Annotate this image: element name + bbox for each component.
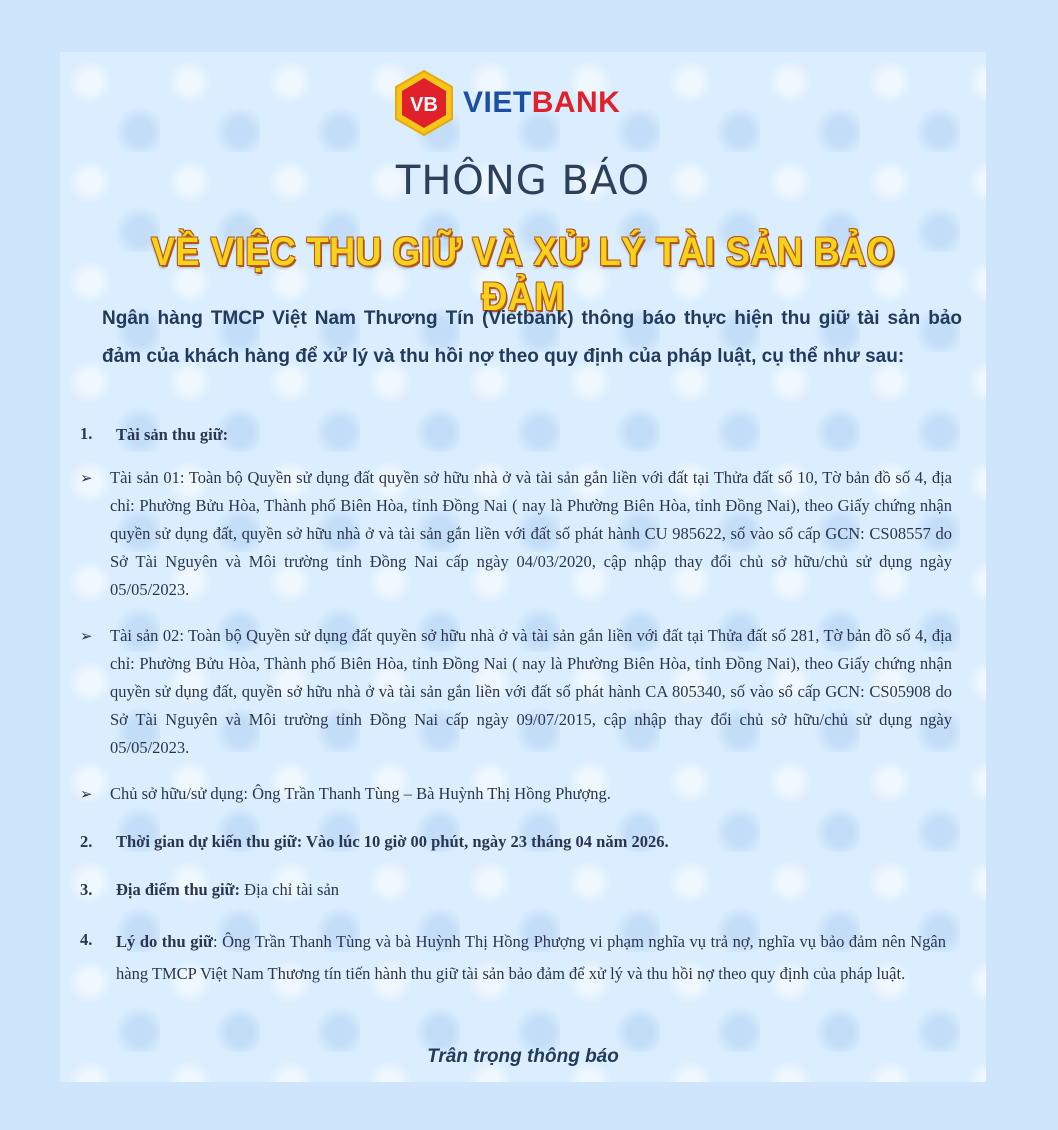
section-text: : Ông Trần Thanh Tùng và bà Huỳnh Thị Hồng Phượng vi phạm nghĩa vụ trả nợ, nghĩa vụ bảo đảm nên Ngân hàng TMCP Việt Nam Thương tín tiến hành thu giữ tài sản bảo đảm để xử lý và thu hồi nợ theo quy định của pháp luật.: [116, 932, 946, 983]
notice-title: THÔNG BÁO: [395, 158, 651, 204]
arrow-bullet-icon: ➢: [80, 469, 93, 487]
arrow-bullet-icon: ➢: [80, 785, 93, 803]
vietbank-hexagon-icon: [393, 69, 455, 137]
section-content: [116, 926, 946, 990]
closing-line: Trân trọng thông báo: [427, 1046, 619, 1067]
vietbank-logo: [393, 68, 620, 138]
section-heading: Thời gian dự kiến thu giữ: Vào lúc 10 giờ 00 phút, ngày 23 tháng 04 năm 2026.: [116, 832, 669, 851]
section-heading: Tài sản thu giữ:: [116, 425, 229, 444]
section-text: Địa chỉ tài sản: [240, 880, 340, 899]
section-number: 3.: [80, 880, 93, 899]
asset-text: Tài sản 02: Toàn bộ Quyền sử dụng đất quyền sở hữu nhà ở và tài sản gắn liền với đất tại Thửa đất số 281, Tờ bản đồ số 4, địa chỉ: Phường Bửu Hòa, Thành phố Biên Hòa, tỉnh Đồng Nai ( nay là Phường Biên Hòa, tỉnh Đồng Nai), theo Giấy chứng nhận quyền sử dụng đất, quyền sở hữu nhà ở và tài sản gắn liền với đất số phát hành CA 805340, số vào sổ cấp GCN: CS05908 do Sở Tài Nguyên và Môi trường tỉnh Đồng Nai cấp ngày 09/07/2015, cập nhập thay đổi chủ sở hữu/chủ sử dụng ngày 05/05/2023.: [110, 626, 952, 757]
svg-text:VB: VB: [410, 94, 438, 116]
notice-card: [60, 52, 986, 1082]
section-number: 2.: [80, 832, 93, 851]
section-number: 4.: [80, 930, 93, 949]
arrow-bullet-icon: ➢: [80, 627, 93, 645]
section-heading: Địa điểm thu giữ:: [116, 880, 241, 899]
logo-viet-text: VIET: [463, 86, 532, 119]
asset-text: Tài sản 01: Toàn bộ Quyền sử dụng đất quyền sở hữu nhà ở và tài sản gắn liền với đất tại Thửa đất số 10, Tờ bản đồ số 4, địa chỉ: Phường Bửu Hòa, Thành phố Biên Hòa, tỉnh Đồng Nai ( nay là Phường Biên Hòa, tỉnh Đồng Nai), theo Giấy chứng nhận quyền sử dụng đất, quyền sở hữu nhà ở và tài sản gắn liền với đất số phát hành CU 985622, số vào sổ cấp GCN: CS08557 do Sở Tài Nguyên và Môi trường tỉnh Đồng Nai cấp ngày 04/03/2020, cập nhập thay đổi chủ sở hữu/chủ sử dụng ngày 05/05/2023.: [110, 468, 952, 599]
section-content: [116, 876, 946, 904]
notice-subtitle: VỀ VIỆC THU GIỮ VÀ XỬ LÝ TÀI SẢN BẢO ĐẢM: [150, 230, 895, 319]
intro-paragraph: Ngân hàng TMCP Việt Nam Thương Tín (Vietbank) thông báo thực hiện thu giữ tài sản bảo đảm của khách hàng để xử lý và thu hồi nợ theo quy định của pháp luật, cụ thể như sau:: [102, 308, 962, 367]
logo-bank-text: BANK: [531, 86, 621, 119]
owner-text: Chủ sở hữu/sử dụng: Ông Trần Thanh Tùng – Bà Huỳnh Thị Hồng Phượng.: [110, 784, 611, 803]
section-heading: Lý do thu giữ: [116, 932, 213, 951]
section-number: 1.: [80, 424, 93, 443]
logo-wordmark: [463, 86, 620, 120]
